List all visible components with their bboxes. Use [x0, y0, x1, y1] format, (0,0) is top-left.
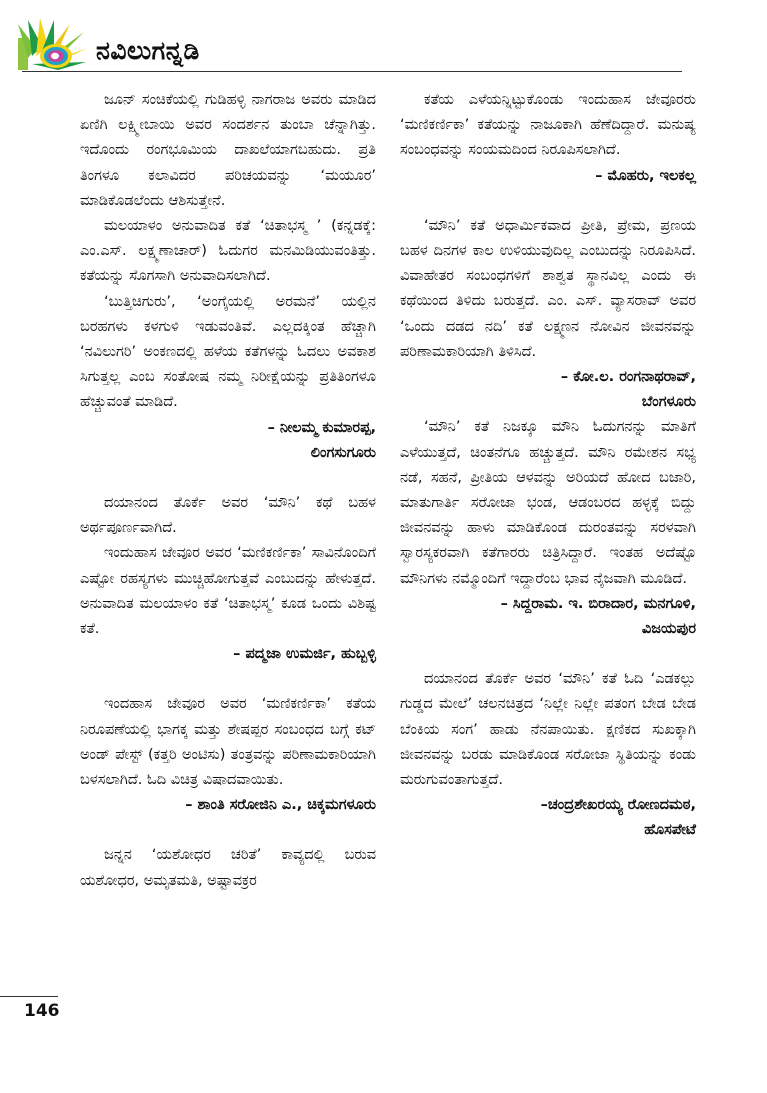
letter-paragraph: ದಯಾನಂದ ತೊರ್ಕೆ ಅವರ ‘ಮೌನಿ’ ಕಥೆ ಬಹಳ ಅರ್ಥಪೂರ್ಣವಾಗಿದೆ. — [80, 495, 376, 537]
letter-paragraph: ಜೂನ್ ಸಂಚಿಕೆಯಲ್ಲಿ ಗುಡಿಹಳ್ಳಿ ನಾಗರಾಜ ಅವರು ಮಾಡಿದ ಏಣಿಗಿ ಲಕ್ಷ್ಮೀಬಾಯಿ ಅವರ ಸಂದರ್ಶನ ತುಂಬಾ ಚೆನ್ನಾಗಿತ್ತು. ಇದೊಂದು ರಂಗಭೂಮಿಯ ದಾಖಲೆಯಾಗಬಹುದು. ಪ್ರತಿ ತಿಂಗಳೂ ಕಲಾವಿದರ ಪರಿಚಯವನ್ನು ‘ಮಯೂರ’ ಮಾಡಿಕೊಡಲೆಂದು ಆಶಿಸುತ್ತೇನೆ. — [80, 92, 376, 209]
letter-paragraph: ಇಂದಹಾಸ ಜೇವೂರ ಅವರ ‘ಮಣಿಕರ್ಣಿಕಾ’ ಕತೆಯ ನಿರೂಪಣೆಯಲ್ಲಿ ಭಾಗಕ್ಕ ಮತ್ತು ಶೇಷಪ್ಪರ ಸಂಬಂಧದ ಬಗ್ಗೆ ಕಟ್ ಅಂಡ್ ಪೇಸ್ಟ್ (ಕತ್ತರಿ ಅಂಟಿಸು) ತಂತ್ರವನ್ನು ಪರಿಣಾಮಕಾರಿಯಾಗಿ ಬಳಸಲಾಗಿದೆ. ಓದಿ ವಿಚಿತ್ರ ವಿಷಾದವಾಯಿತು. — [80, 696, 376, 789]
magazine-title: ನವಿಲುಗನ್ನಡಿ — [96, 36, 200, 65]
letter-paragraph: ಜನ್ನನ ‘ಯಶೋಧರ ಚರಿತೆ’ ಕಾವ್ಯದಲ್ಲಿ ಬರುವ ಯಶೋಧರ, ಅಮೃತಮತಿ, ಅಷ್ಟಾವಕ್ರರ — [80, 847, 376, 889]
right-column — [400, 88, 696, 844]
letter-gap — [80, 466, 376, 491]
letter-signature: – ಶಾಂತಿ ಸರೋಜಿನಿ ಎ., ಚಿಕ್ಕಮಗಳೂರು — [185, 797, 376, 814]
letter-gap — [80, 667, 376, 692]
page-number: 146 — [24, 1001, 60, 1021]
letter-paragraph: ‘ಮೌನಿ’ ಕತೆ ಅಧಾರ್ಮಿಕವಾದ ಪ್ರೀತಿ, ಪ್ರೇಮ, ಪ್ರಣಯ ಬಹಳ ದಿನಗಳ ಕಾಲ ಉಳಿಯುವುದಿಲ್ಲ ಎಂಬುದನ್ನು ನಿರೂಪಿಸಿದೆ. ವಿವಾಹೇತರ ಸಂಬಂಧಗಳಿಗೆ ಶಾಶ್ವತ ಸ್ಥಾನವಿಲ್ಲ ಎಂದು ಈ ಕಥೆಯಿಂದ ತಿಳಿದು ಬರುತ್ತದೆ. ಎಂ. ಎಸ್. ವ್ಯಾಸರಾವ್ ಅವರ ‘ಒಂದು ದಡದ ನದಿ’ ಕತೆ ಲಕ್ಷ್ಮಣನ ನೋವಿನ ಜೀವನವನ್ನು ಪರಿಣಾಮಕಾರಿಯಾಗಿ ತಿಳಿಸಿದೆ. — [400, 217, 696, 360]
left-column — [80, 88, 376, 894]
header-rule — [22, 71, 682, 72]
letter-paragraph: ‘ಬುತ್ತಿಚಿಗುರು’, ‘ಅಂಗೈಯಲ್ಲಿ ಅರಮನೆ’ ಯಲ್ಲಿನ ಬರಹಗಳು ಕಳಗುಳಿ ಇಡುವಂತಿವೆ. ಎಲ್ಲದಕ್ಕಿಂತ ಹೆಚ್ಚಾಗಿ ‘ನವಿಲುಗರಿ’ ಅಂಕಣದಲ್ಲಿ ಹಳೆಯ ಕತೆಗಳನ್ನು ಓದಲು ಅವಕಾಶ ಸಿಗುತ್ತಲ್ಲ ಎಂಬ ಸಂತೋಷ ನಮ್ಮ ನಿರೀಕ್ಷೆಯನ್ನು ಪ್ರತಿತಿಂಗಳೂ ಹೆಚ್ಚುವಂತೆ ಮಾಡಿದೆ. — [80, 293, 376, 411]
letter-gap — [400, 189, 696, 214]
letter-gap — [400, 642, 696, 667]
letter-paragraph: ‘ಮೌನಿ’ ಕತೆ ನಿಜಕ್ಕೂ ಮೌನಿ ಓದುಗನನ್ನು ಮಾತಿಗೆ ಎಳೆಯುತ್ತದೆ, ಚಿಂತನೆಗೂ ಹಚ್ಚುತ್ತದೆ. ಮೌನಿ ರಮೇಶನ ಸಭ್ಯ ನಡೆ, ಸಹನೆ, ಪ್ರೀತಿಯ ಆಳವನ್ನು ಅರಿಯದೆ ಹೋದ ಬಜಾರಿ, ಮಾತುಗಾರ್ತಿ ಸರೋಜಾ ಭಂಡ, ಆಡಂಬರದ ಹಳ್ಳಕ್ಕೆ ಬಿದ್ದು ಜೀವನವನ್ನು ಹಾಳು ಮಾಡಿಕೊಂಡ ದುರಂತವನ್ನು ಸರಳವಾಗಿ ಸ್ವಾರಸ್ಯಕರವಾಗಿ ಕತೆಗಾರರು ಚಿತ್ರಿಸಿದ್ದಾರೆ. ಇಂತಹ ಅದೆಷ್ಟೊ ಮೌನಿಗಳು ನಮ್ಮೊಂದಿಗೆ ಇದ್ದಾರೆಂಬ ಭಾವ ನೈಜವಾಗಿ ಮೂಡಿದೆ. — [400, 419, 696, 587]
letter-paragraph: ಕತೆಯ ಎಳೆಯನ್ನಿಟ್ಟುಕೊಂಡು ಇಂದುಹಾಸ ಜೇವೂರರು ‘ಮಣಿಕರ್ಣಿಕಾ’ ಕತೆಯನ್ನು ನಾಜೂಕಾಗಿ ಹೆಣೆದಿದ್ದಾರೆ. ಮನುಷ್ಯ ಸಂಬಂಧವನ್ನು ಸಂಯಮದಿಂದ ನಿರೂಪಿಸಲಾಗಿದೆ. — [400, 92, 696, 159]
letter-signature-place: ಹೊಸಪೇಟೆ — [644, 822, 696, 839]
letter-signature: – ಕೋ.ಲ. ರಂಗನಾಥರಾವ್, — [560, 369, 696, 386]
letter-signature-place: ಲಿಂಗಸುಗೂರು — [310, 444, 376, 461]
page-header — [0, 0, 767, 80]
letter-signature: – ಮೊಹರು, ಇಲಕಲ್ಲ — [595, 167, 696, 184]
letter-signature-place: ವಿಜಯಪುರ — [641, 621, 696, 638]
letter-signature: –ಚಂದ್ರಶೇಖರಯ್ಯ ರೋಣದಮಠ, — [540, 797, 696, 814]
letter-signature: – ನೀಲಮ್ಮ ಕುಮಾರಪ್ಪ, — [267, 419, 376, 436]
letter-signature-place: ಬೆಂಗಳೂರು — [641, 394, 696, 411]
letter-signature: – ಸಿದ್ದರಾಮ. ಇ. ಬಿರಾದಾರ, ಮನಗೂಳಿ, — [500, 595, 696, 612]
letter-paragraph: ದಯಾನಂದ ತೊರ್ಕೆ ಅವರ ‘ಮೌನಿ’ ಕತೆ ಓದಿ ‘ಎಡಕಲ್ಲು ಗುಡ್ಡದ ಮೇಲೆ’ ಚಲನಚಿತ್ರದ ‘ನಿಲ್ಲೇ ನಿಲ್ಲೇ ಪತಂಗ ಬೇಡ ಬೇಡ ಬೆಂಕಿಯ ಸಂಗ’ ಹಾಡು ನೆನಪಾಯಿತು. ಕ್ಷಣಿಕದ ಸುಖಕ್ಕಾಗಿ ಜೀವನವನ್ನು ಬರಡು ಮಾಡಿಕೊಂಡ ಸರೋಜಾ ಸ್ಥಿತಿಯನ್ನು ಕಂಡು ಮರುಗುವಂತಾಗುತ್ತದೆ. — [400, 671, 696, 789]
peacock-feather-icon — [18, 18, 90, 74]
letter-paragraph: ಮಲಯಾಳಂ ಅನುವಾದಿತ ಕತೆ ‘ಚಿತಾಭಸ್ಮ ’ (ಕನ್ನಡಕ್ಕೆ: ಎಂ.ಎಸ್. ಲಕ್ಷ್ಮಣಾಚಾರ್) ಓದುಗರ ಮನಮಿಡಿಯುವಂತಿತ್ತು. ಕತೆಯನ್ನು ಸೊಗಸಾಗಿ ಅನುವಾದಿಸಲಾಗಿದೆ. — [80, 218, 376, 285]
footer-rule — [0, 996, 58, 997]
letter-signature: – ಪದ್ಮಜಾ ಉಮರ್ಜಿ, ಹುಬ್ಬಳ್ಳಿ — [233, 646, 376, 663]
letter-gap — [80, 818, 376, 843]
letter-paragraph: ಇಂದುಹಾಸ ಜೇವೂರ ಅವರ ‘ಮಣಿಕರ್ಣಿಕಾ’ ಸಾವಿನೊಂದಿಗೆ ಎಷ್ಟೋ ರಹಸ್ಯಗಳು ಮುಚ್ಚಿಹೋಗುತ್ತವೆ ಎಂಬುದನ್ನು ಹೇಳುತ್ತದೆ. ಅನುವಾದಿತ ಮಲಯಾಳಂ ಕತೆ ‘ಚಿತಾಭಸ್ಮ’ ಕೂಡ ಒಂದು ವಿಶಿಷ್ಟ ಕತೆ. — [80, 545, 376, 638]
